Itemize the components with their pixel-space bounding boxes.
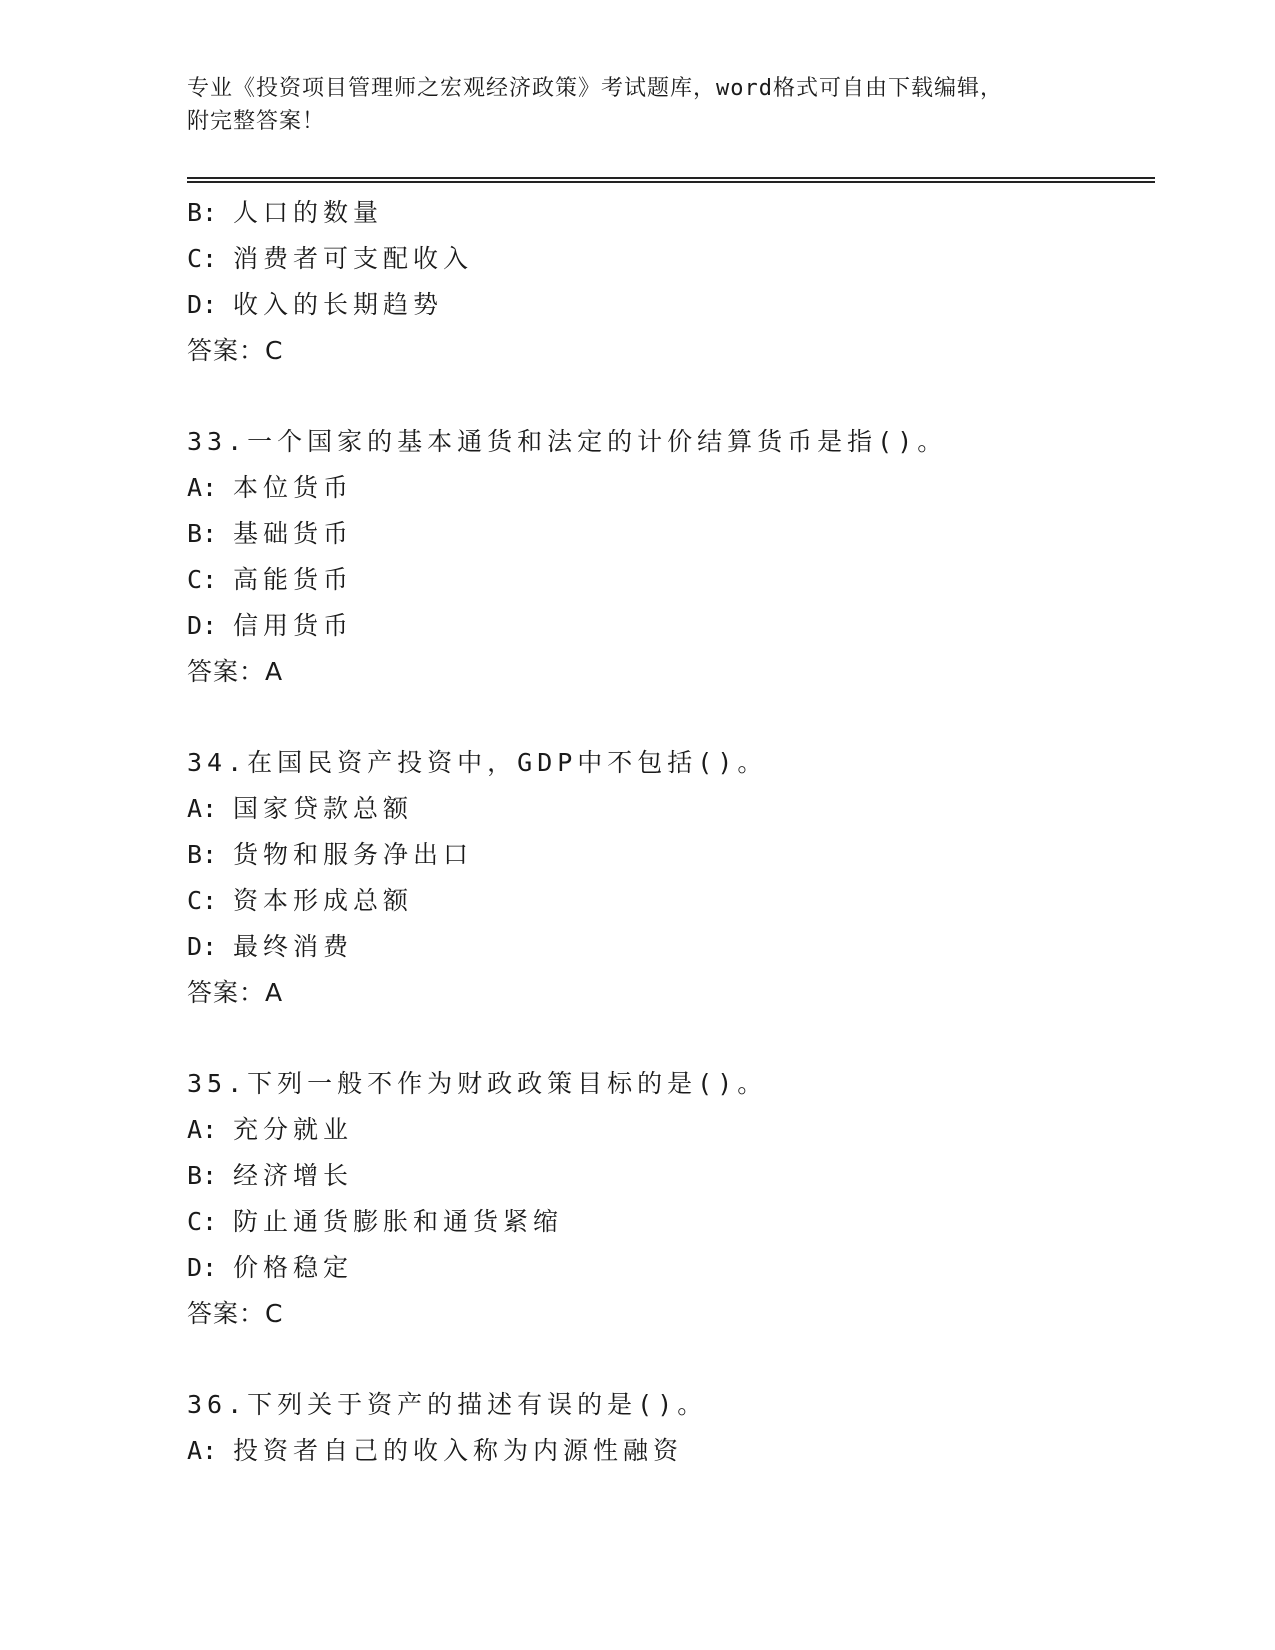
option-letter: C: <box>187 565 218 594</box>
option-letter: B: <box>187 519 218 548</box>
option-c <box>187 1199 1155 1245</box>
answer-line: 答案：A <box>187 978 284 1007</box>
question-stem: 33.一个国家的基本通货和法定的计价结算货币是指()。 <box>187 427 948 456</box>
option-text: 充分就业 <box>233 1115 354 1144</box>
option-letter: A: <box>187 1436 218 1465</box>
option-b <box>187 511 1155 557</box>
answer-line: 答案：A <box>187 657 284 686</box>
option-text: 本位货币 <box>233 473 354 502</box>
question-stem: 34.在国民资产投资中，GDP中不包括()。 <box>187 748 768 777</box>
option-b <box>187 190 1155 236</box>
option-d <box>187 282 1155 328</box>
option-a <box>187 1107 1155 1153</box>
option-letter: C: <box>187 886 218 915</box>
option-text: 防止通货膨胀和通货紧缩 <box>233 1207 564 1236</box>
option-letter: B: <box>187 1161 218 1190</box>
question-list <box>187 190 1155 1474</box>
answer-line: 答案：C <box>187 336 284 365</box>
option-text: 最终消费 <box>233 932 354 961</box>
option-d <box>187 924 1155 970</box>
option-b <box>187 1153 1155 1199</box>
option-letter: D: <box>187 611 218 640</box>
option-text: 基础货币 <box>233 519 354 548</box>
option-text: 国家贷款总额 <box>233 794 414 823</box>
option-letter: A: <box>187 794 218 823</box>
option-letter: B: <box>187 840 218 869</box>
option-c <box>187 557 1155 603</box>
option-a <box>187 465 1155 511</box>
option-text: 消费者可支配收入 <box>233 244 474 273</box>
question-stem: 35.下列一般不作为财政政策目标的是()。 <box>187 1069 768 1098</box>
option-d <box>187 603 1155 649</box>
option-letter: A: <box>187 473 218 502</box>
option-text: 投资者自己的收入称为内源性融资 <box>233 1436 684 1465</box>
option-c <box>187 236 1155 282</box>
option-letter: C: <box>187 244 218 273</box>
option-b <box>187 832 1155 878</box>
option-letter: A: <box>187 1115 218 1144</box>
spacer <box>187 1016 1155 1061</box>
option-a <box>187 786 1155 832</box>
option-text: 人口的数量 <box>233 198 384 227</box>
option-d <box>187 1245 1155 1291</box>
option-text: 信用货币 <box>233 611 354 640</box>
option-text: 货物和服务净出口 <box>233 840 474 869</box>
answer-line: 答案：C <box>187 1299 284 1328</box>
option-letter: C: <box>187 1207 218 1236</box>
option-letter: B: <box>187 198 218 227</box>
option-text: 高能货币 <box>233 565 354 594</box>
header-divider <box>187 177 1155 183</box>
spacer <box>187 374 1155 419</box>
option-letter: D: <box>187 290 218 319</box>
spacer <box>187 1337 1155 1382</box>
question-stem: 36.下列关于资产的描述有误的是()。 <box>187 1390 708 1419</box>
option-letter: D: <box>187 932 218 961</box>
option-c <box>187 878 1155 924</box>
option-text: 资本形成总额 <box>233 886 414 915</box>
header-line-2: 附完整答案！ <box>187 109 326 134</box>
option-text: 价格稳定 <box>233 1253 354 1282</box>
header-note <box>187 72 1087 138</box>
option-text: 经济增长 <box>233 1161 354 1190</box>
option-text: 收入的长期趋势 <box>233 290 444 319</box>
option-a <box>187 1428 1155 1474</box>
option-letter: D: <box>187 1253 218 1282</box>
header-line-1: 专业《投资项目管理师之宏观经济政策》考试题库，word格式可自由下载编辑， <box>187 76 1003 101</box>
spacer <box>187 695 1155 740</box>
